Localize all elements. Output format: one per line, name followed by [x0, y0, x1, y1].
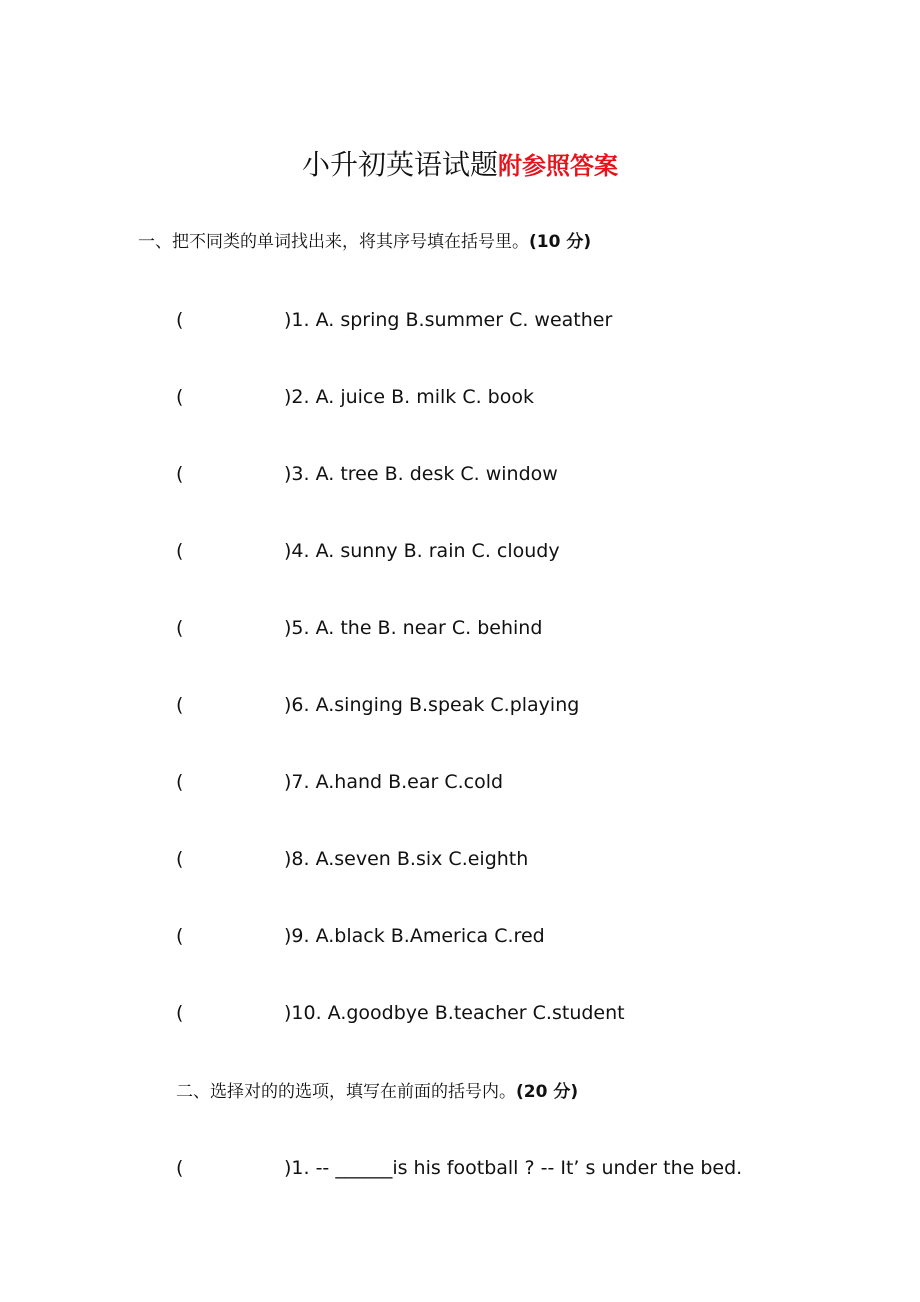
section-1-points: (10 分) — [529, 232, 592, 252]
title-main: 小升初英语试题 — [301, 148, 498, 181]
answer-blank[interactable]: ( — [176, 386, 184, 408]
question-text: )3. A. tree B. desk C. window — [284, 463, 558, 485]
page-title — [0, 146, 920, 185]
section-2-title: 二、选择对的的选项，填写在前面的括号内。 — [176, 1082, 516, 1102]
section-1-heading — [138, 230, 591, 254]
question-text: )10. A.goodbye B.teacher C.student — [284, 1002, 625, 1024]
question-text: )8. A.seven B.six C.eighth — [284, 848, 529, 870]
question-text: )1. A. spring B.summer C. weather — [284, 309, 613, 331]
question-text: )6. A.singing B.speak C.playing — [284, 694, 580, 716]
question-text: )4. A. sunny B. rain C. cloudy — [284, 540, 560, 562]
question-text: )9. A.black B.America C.red — [284, 925, 545, 947]
question-text: )2. A. juice B. milk C. book — [284, 386, 534, 408]
answer-blank[interactable]: ( — [176, 1157, 184, 1179]
question-text: )7. A.hand B.ear C.cold — [284, 771, 504, 793]
answer-blank[interactable]: ( — [176, 694, 184, 716]
section-2-points: (20 分) — [516, 1082, 579, 1102]
answer-blank[interactable]: ( — [176, 1002, 184, 1024]
answer-blank[interactable]: ( — [176, 309, 184, 331]
answer-blank[interactable]: ( — [176, 848, 184, 870]
title-answer-note: 附参照答案 — [498, 152, 618, 180]
answer-blank[interactable]: ( — [176, 463, 184, 485]
answer-blank[interactable]: ( — [176, 540, 184, 562]
answer-blank[interactable]: ( — [176, 925, 184, 947]
section-2-heading — [176, 1080, 578, 1104]
question-text: )1. -- ______is his football ? -- It’ s under the bed. — [284, 1157, 743, 1179]
section-1-title: 一、把不同类的单词找出来，将其序号填在括号里。 — [138, 232, 529, 252]
question-text: )5. A. the B. near C. behind — [284, 617, 543, 639]
answer-blank[interactable]: ( — [176, 617, 184, 639]
answer-blank[interactable]: ( — [176, 771, 184, 793]
